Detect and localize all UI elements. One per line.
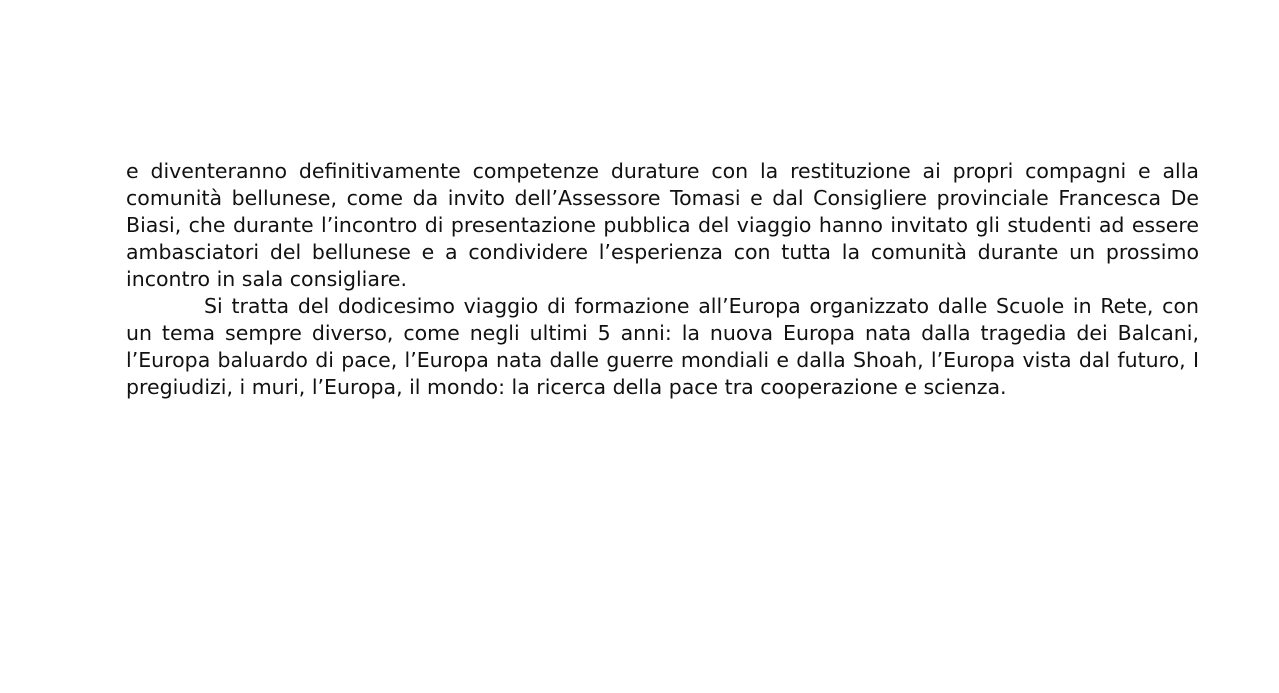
paragraph-continuation: e diventeranno definitivamente competenze durature con la restituzione ai propri compagni e alla comunità bellunese, come da invito dell’Assessore Tomasi e dal Consigliere provinciale Francesca De Biasi, che durante l’incontro di presentazione pubblica del viaggio hanno invitato gli studenti ad essere ambasciatori del bellunese e a condividere l’esperienza con tutta la comunità durante un prossimo incontro in sala consigliare. <box>126 159 1199 291</box>
body-text <box>126 158 1199 401</box>
paragraph-viaggio: Si tratta del dodicesimo viaggio di formazione all’Europa organizzato dalle Scuole in Rete, con un tema sempre diverso, come negli ultimi 5 anni: la nuova Europa nata dalla tragedia dei Balcani, l’Europa baluardo di pace, l’Europa nata dalle guerre mondiali e dalla Shoah, l’Europa vista dal futuro, I pregiudizi, i muri, l’Europa, il mondo: la ricerca della pace tra cooperazione e scienza. <box>126 294 1199 399</box>
